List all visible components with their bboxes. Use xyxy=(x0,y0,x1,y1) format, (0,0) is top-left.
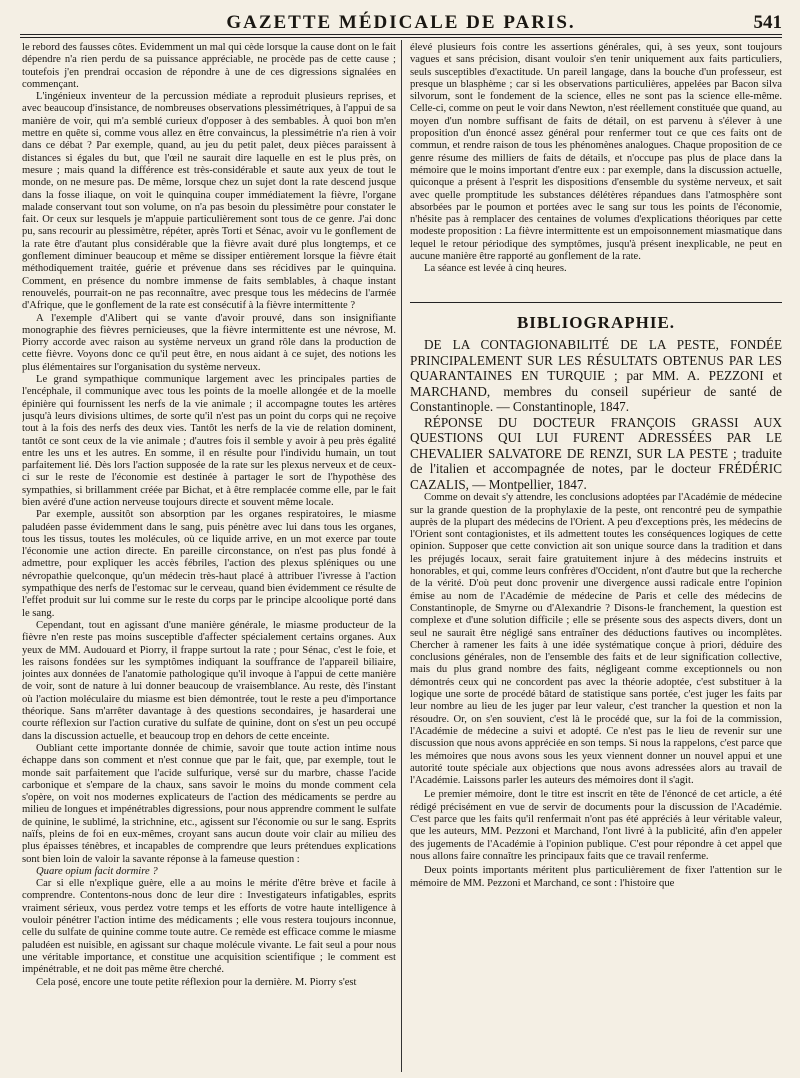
paragraph: L'ingénieux inventeur de la percussion médiate a reproduit plusieurs reprises, et avec beaucoup d'insistance, de nombreuses observations plessimétriques, à l'appui de sa manière de voir, qui m'a semblé curieux d'opposer à des sembables. À quoi bon m'en mettre en quête si, comme vous allez en être convaincus, la plessimétrie n'a rien à voir dans ce débat ? Par exemple, quand, au jeu du petit palet, deux pièces paraissent à distances si égales du but, que l'œil ne saurait dire laquelle en est le plus près, on mesure ; mais quand la différence est très-considérable et saute aux yeux de tout le monde, on ne mesure pas. De même, lorsque chez un sujet dont la rate descend jusque dans la fosse iliaque, on voit le quinquina couper immédiatement la fièvre, l'organe malade conservant tout son volume, on n'a pas besoin du plessimètre pour constater le fait. Or ceux sur lesquels je m'appuie particulièrement sont tous de ce genre. J'ai donc pu, sans recourir au plessimètre, répéter, après Torti et Sénac, avoir vu le gonflement de la rate être d'autant plus considérable que la fièvre avait duré plus longtemps, et ce gonflement diminuer beaucoup et même se dissiper entièrement lorsque la fièvre était méthodiquement traitée, guérie et prévenue dans ses récidives par le quinquina. Comment, en présence du nombre immense de faits semblables, à chaque instant renouvelés, pourrait-on ne pas reconnaître, avec presque tous les médecins de l'armée d'Afrique, que le gonflement de la rate est consécutif à la fièvre intermittente ? xyxy=(22,91,396,312)
right-column xyxy=(410,42,782,972)
session-continuation xyxy=(410,42,782,296)
paragraph: Deux points importants méritent plus particulièrement de fixer l'attention sur le mémoire de MM. Pezzoni et Marchand, ce sont : l'histoire que xyxy=(410,865,782,889)
header-rule-bottom xyxy=(20,37,782,38)
section-title: BIBLIOGRAPHIE. xyxy=(516,313,676,332)
journal-title: GAZETTE MÉDICALE DE PARIS. xyxy=(226,12,576,33)
page-number: 541 xyxy=(753,12,782,33)
column-divider xyxy=(401,40,402,1072)
paragraph: Le grand sympathique communique largement avec les principales parties de l'encéphale, il communique avec tous les points de la moelle allongée et de la moelle épinière qui fournissent les nerfs de la vie animale ; il accompagne toutes les artères jusqu'à leurs divisions ultimes, de sorte qu'il n'est pas un point du corps qui ne reçoive tout à la fois des nerfs des deux vies. Tantôt les nerfs de la vie de relation dominent, tantôt ce sont ceux de la vie animale ; d'autres fois il semble y avoir à peu près égalité entre les uns et les autres. En somme, il en résulte pour l'individu humain, un tout parfaitement lié. Dès lors l'action supposée de la rate sur les plexus nerveux et de ceux-ci sur le reste de l'économie est destinée à partager le sort de l'hypothèse des sympathies, si brillamment créée par Bichat, et à être remplacée comme elle, par le fait bien avéré d'une action nerveuse toujours directe et souvent même locale. xyxy=(22,374,396,508)
left-column xyxy=(22,42,396,1072)
paragraph: Cela posé, encore une toute petite réflexion pour la dernière. M. Piorry s'est xyxy=(36,976,357,988)
paragraph: Comme on devait s'y attendre, les conclusions adoptées par l'Académie de médecine sur la grande question de la prophylaxie de la peste, ont rencontré peu de sympathie auprès de la plupart des médecins de l'Orient. A peu d'exceptions près, les médecins de l'Orient sont contagionistes, et ils admettent toutes les conséquences logiques de cette opinion. Supposer que cette conviction ait son unique source dans la tradition et dans les préjugés locaux, serait faire gratuitement injure à des médecins instruits et honorables, et qui, comme leurs confrères d'Occident, n'ont d'autre but que la recherche de la vérité. D'où peut donc provenir une divergence aussi radicale entre l'opinion émise au nom de l'Académie de médecine de Paris et celle des médecins de Constantinople, de Smyrne ou d'Alexandrie ? Disons-le franchement, la question est complexe et d'une solution difficile ; elle se présente sous des aspects divers, dont un seul ne saurait être négligé sans entraîner des déductions fautives ou incomplètes. Chercher à ramener les faits à une idée systématique conçue à priori, déduire des conclusions générales, non de l'ensemble des faits et de leur signification collective, mais du plus grand nombre des faits, négligeant comme exceptionnels ou non démontrés ceux qui ne concordent pas avec la théorie adoptée, c'est substituer à la logique une sorte de procédé bâtard de statistique sans portée, c'est juger les faits par leur nombre au lieu de les juger par leur valeur, c'est trancher la question et non la résoudre. Or, on s'en souvient, c'est là le procédé que, sur la foi de la commission, l'Académie de médecine a suivi et adopté. Ce n'est pas le lieu de revenir sur une discussion que nous avons appréciée en son temps. Si nous la rappelons, c'est parce que les mémoires que nous avons sous les yeux viennent donner un nouvel appui et une autorité toute spéciale aux objections que nous avons adressées alors au travail de l'Académie. Laissons parler les auteurs des mémoires dont il s'agit. xyxy=(410,492,782,787)
paragraph: élevé plusieurs fois contre les assertions générales, qui, à ses yeux, sont toujours vagues et sans précision, disant vouloir s'en tenir uniquement aux faits particuliers, seuls susceptibles d'exactitude. Un pareil langage, dans la bouche d'un professeur, est presque un blasphème ; car si les observations particulières, appelées par Bacon silva silvorum, sont le fondement de la science, elles ne sont pas la science elle-même. Celle-ci, comme on peut le voir dans Newton, n'est réellement constituée que quand, au moyen d'un nombre suffisant de faits de détail, on est parvenu à s'élever à une proposition d'un énoncé assez général pour renfermer tout ce que ces faits ont de commun, et rendre raison de tous les phénomènes analogues. Chaque proposition de ce genre résume des milliers de faits de détails, et n'occupe pas plus de place dans la mémoire que le moins important d'entre eux : par exemple, dans la discussion actuelle, quiconque a présent à l'esprit les dispositions d'ensemble du système nerveux, et sait avec quelle promptitude les substances délétères répandues dans l'atmosphère sont absorbées par le poumon et portées avec le sang sur tous les points de l'économie, n'hésite pas à remplacer des centaines de volumes d'explications théoriques par cette modeste proposition : La fièvre intermittente est un empoisonnement miasmatique dans lequel le retour périodique des symptômes, jusqu'à présent inexplicable, ne peut en aucune manière être rapporté au gonflement de la rate. xyxy=(410,42,782,263)
session-closing: La séance est levée à cinq heures. xyxy=(424,263,567,275)
paragraph: Oubliant cette importante donnée de chimie, savoir que toute action intime nous échappe dans son comment et n'est connue que par le fait, que, par exemple, tout le monde sait parfaitement que l'acide sulfurique, versé sur du marbre, chasse l'acide carbonique et s'empare de la chaux, sans savoir le moins du monde comment cela s'opère, on voit nos modernes explicateurs de l'action des médicaments se perdre au milieu de longues et impénétrables digressions, pour nous apprendre comment le sulfate de quinine, le sublimé, la strichnine, etc., agissent sur l'économie ou sur le sang. Esprits naïfs, pleins de foi en eux-mêmes, croyant sans aucun doute voir clair au milieu des plus épaisses ténèbres, et incapables de comprendre que leurs prétendues explications sont bien loin de valoir la savante réponse à la fameuse question : xyxy=(22,742,396,865)
paragraph: Par exemple, aussitôt son absorption par les organes respiratoires, le miasme paludéen passe évidemment dans le sang, puis pénètre avec lui dans tous les organes, tous les tissus, toutes les molécules, où ce liquide arrive, en un mot exerce par toute l'économie une action directe. En pareille circonstance, on n'est pas plus fondé à admettre, pour expliquer les accès fébriles, l'action des plexus spléniques ou une névropathie quelconque, qu'un médecin très-haut placé à attribuer l'ivresse à l'action sympathique des nerfs de l'estomac sur le cerveau, quand bien évidemment ce résulte de l'effet produit sur lui comme sur le reste du corps par le principe alcoolique porté dans le sang. xyxy=(22,509,396,619)
latin-quote: Quare opium facit dormire ? xyxy=(36,865,158,877)
section-rule xyxy=(410,302,782,303)
book-entry: RÉPONSE DU DOCTEUR FRANÇOIS GRASSI AUX QUESTIONS QUI LUI FURENT ADRESSÉES PAR LE CHEVALIER SALVATORE DE RENZI, SUR LA PESTE ; traduite de l'italien et accompagnée de notes, par le docteur FRÉDÉRIC CAZALIS, — Montpellier, 1847. xyxy=(410,414,782,492)
paragraph: Car si elle n'explique guère, elle a au moins le mérite d'être brève et facile à comprendre. Contentons-nous donc de leur dire : Investigateurs infatigables, esprits vraiment sérieux, vous perdez votre temps et les efforts de votre haute intelligence à vouloir pénétrer l'action intime des médicaments ; elle vous restera toujours inconnue, celle du sulfate de quinine comme toute autre. Ce remède est efficace comme le miasme paludéen est nuisible, en agissant sur chaque molécule vivante. Le fait seul a pour nous une véritable importance, et constitue une acquisition scientifique ; le comment est impénétrable, et ne doit pas même être cherché. xyxy=(22,878,396,976)
paragraph: Le premier mémoire, dont le titre est inscrit en tête de l'énoncé de cet article, a été rédigé précisément en vue de servir de documents pour la discussion de l'Académie. C'est parce que les faits qu'il renfermait n'ont pas été appréciés à leur véritable valeur, que les auteurs, MM. Pezzoni et Marchand, l'ont livré à la publicité, afin d'en appeler des jugements de l'Académie à l'opinion publique. C'est pour répondre à cet appel que nous allons faire connaître les principaux faits que ce travail renferme. xyxy=(410,789,782,862)
book-entry: DE LA CONTAGIONABILITÉ DE LA PESTE, FONDÉE PRINCIPALEMENT SUR LES RÉSULTATS OBTENUS PAR LES QUARANTAINES EN TURQUIE ; par MM. A. PEZZONI et MARCHAND, membres du conseil supérieur de santé de Constantinople. — Constantinople, 1847. xyxy=(410,337,782,415)
paragraph: le rebord des fausses côtes. Évidemment un mal qui cède lorsque la cause dont on le fait dépendre n'a rien perdu de sa puissance appréciable, ne procède pas de cette cause ; toutefois j'en prendrai occasion de répondre à une de ces digressions signalées en commençant. xyxy=(22,42,396,90)
paragraph: Cependant, tout en agissant d'une manière générale, le miasme producteur de la fièvre n'en reste pas moins susceptible d'affecter spécialement certains organes. Aux yeux de MM. Audouard et Piorry, il frappe surtout la rate ; pour Sénac, c'est le foie, et les raisons fondées sur les symptômes indiquant la souffrance de l'appareil biliaire, jointes aux données de l'anatomie pathologique qu'il invoque à l'appui de cette manière de voir, sont de nature à lui donner beaucoup de vraisemblance. Au reste, dès l'instant où l'action moléculaire du miasme est bien démontrée, tout le reste a peu d'importance théorique. Sans m'arrêter davantage à des questions secondaires, je hasarderai une courte réflexion sur l'action curative du sulfate de quinine, dont on s'est un peu occupé dans la discussion actuelle, et beaucoup trop en dehors de cette enceinte. xyxy=(22,619,396,742)
review-text xyxy=(410,492,782,972)
page-header xyxy=(20,6,782,32)
paragraph: A l'exemple d'Alibert qui se vante d'avoir prouvé, dans son insignifiante monographie des fièvres pernicieuses, que la fièvre intermittente est une névrose, M. Piorry accorde avec raison au système nerveux un grand rôle dans la production de cette fièvre. Voyons donc ce qu'il peut être, en nous aidant à ce sujet, des notions les plus élémentaires sur l'organisation du système nerveux. xyxy=(22,312,396,373)
header-rule-top xyxy=(20,34,782,35)
